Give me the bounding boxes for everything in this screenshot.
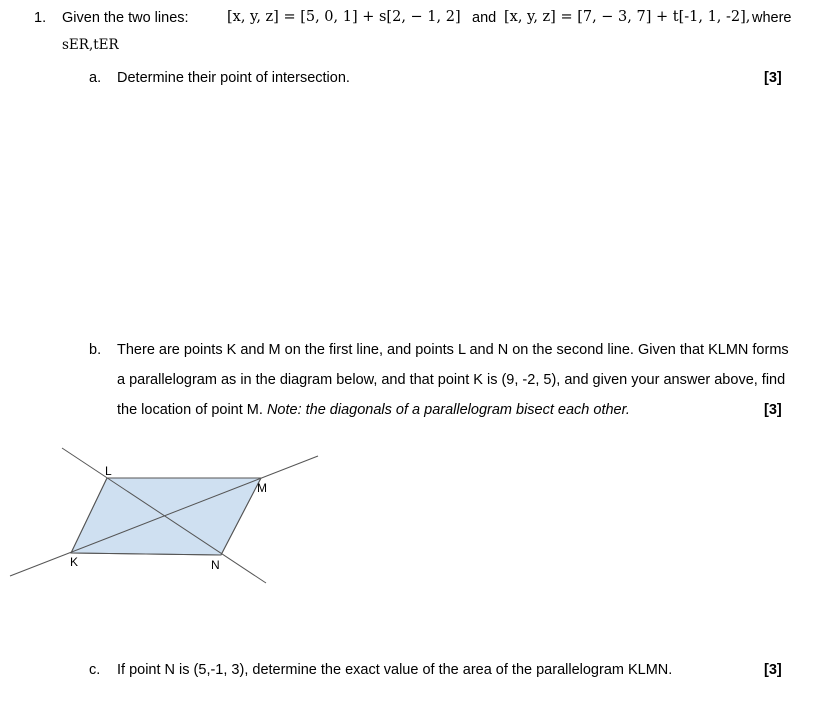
parallelogram-diagram <box>0 440 340 590</box>
line2-equation: [x, y, z] = [7, − 3, 7] + t[-1, 1, -2], <box>504 9 751 25</box>
part-c-text: If point N is (5,-1, 3), determine the exact value of the area of the parallelogram KLMN. <box>117 662 673 678</box>
question-number: 1. <box>34 10 47 26</box>
part-a-marks: [3] <box>764 70 782 86</box>
part-a-label: a. <box>89 70 102 86</box>
part-b-line-3 <box>117 402 630 418</box>
question-intro: Given the two lines: <box>62 10 189 26</box>
label-N: N <box>211 558 220 572</box>
where-word: where <box>752 10 792 26</box>
label-L: L <box>105 464 112 478</box>
part-b-line-2: a parallelogram as in the diagram below, and that point K is (9, -2, 5), and given your answer above, find <box>117 372 786 388</box>
part-b-line-1: There are points K and M on the first line, and points L and N on the second line. Given that KLMN forms <box>117 342 789 358</box>
part-c-marks: [3] <box>764 662 782 678</box>
and-word: and <box>472 10 497 26</box>
label-K: K <box>70 555 79 569</box>
part-c-label: c. <box>89 662 101 678</box>
part-a-text: Determine their point of intersection. <box>117 70 350 86</box>
part-b-line-3-text: the location of point M. <box>117 402 263 418</box>
label-M: M <box>257 481 267 495</box>
part-b-note: Note: the diagonals of a parallelogram bisect each other. <box>266 402 630 418</box>
line1-equation: [x, y, z] = [5, 0, 1] + s[2, − 1, 2] <box>227 9 461 25</box>
parameter-domain: sER,tER <box>62 37 119 53</box>
part-b-marks: [3] <box>764 402 782 418</box>
part-b-label: b. <box>89 342 102 358</box>
